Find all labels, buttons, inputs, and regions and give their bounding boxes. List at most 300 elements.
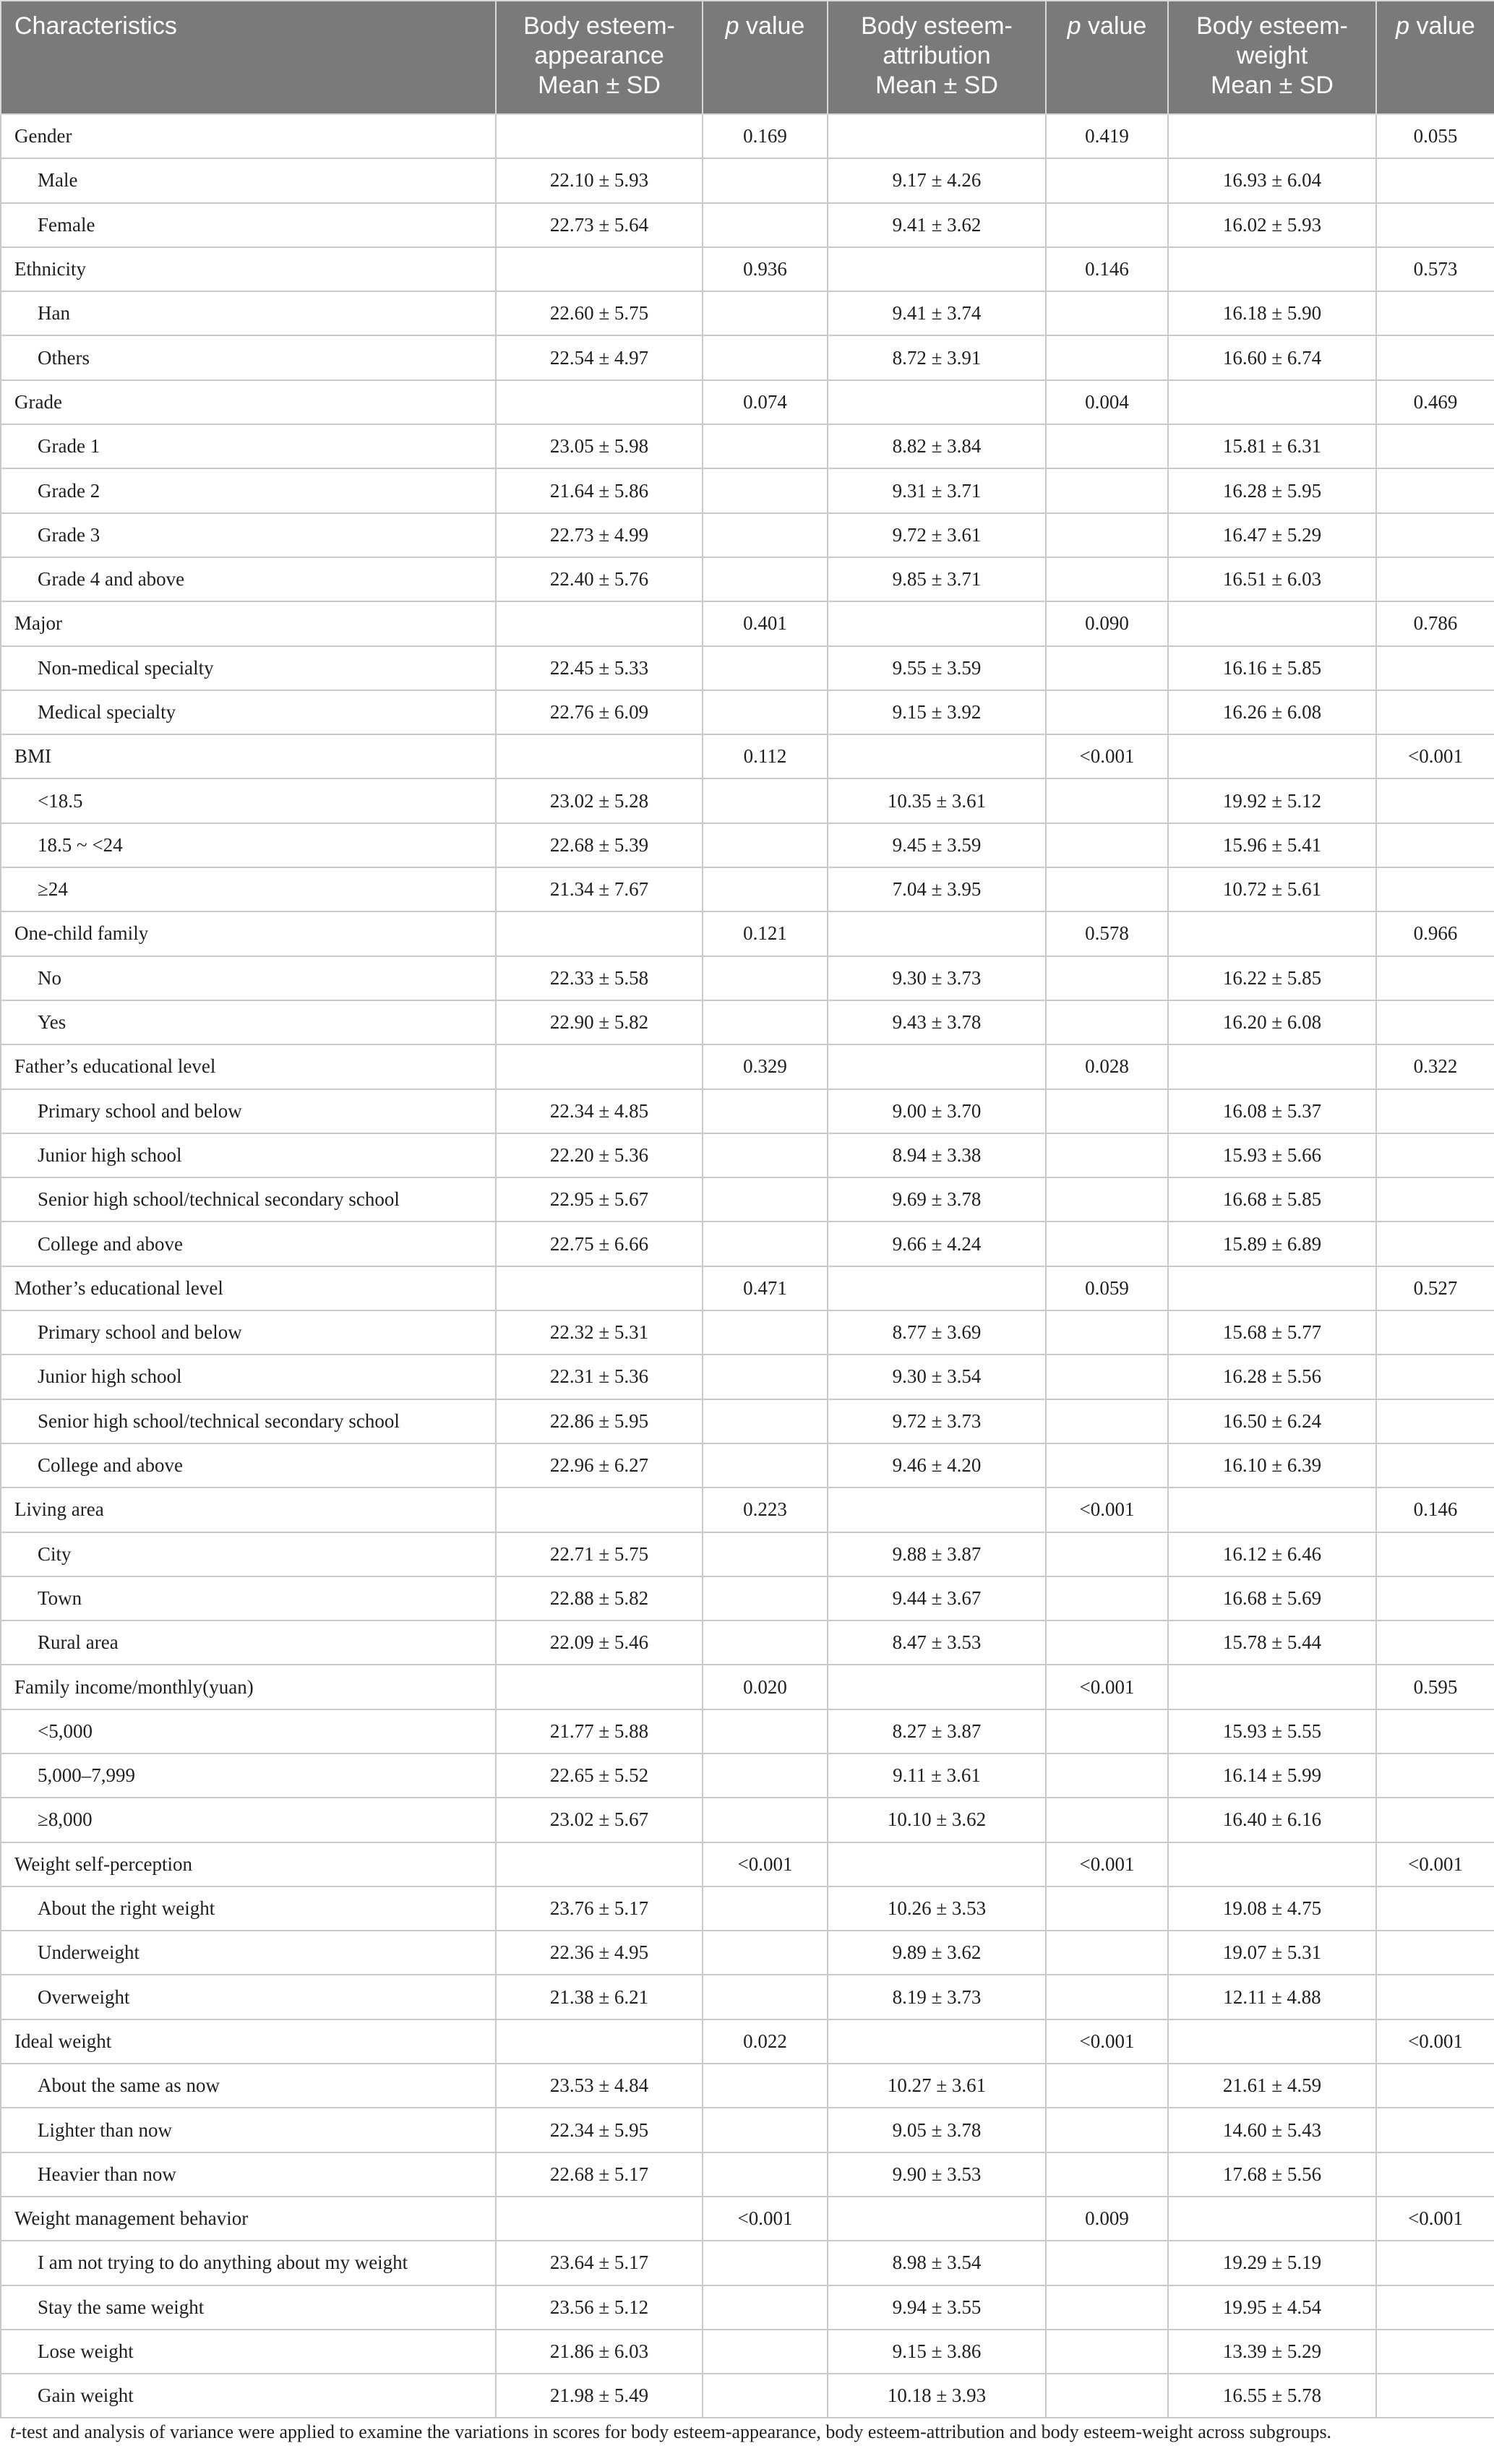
attribution-cell — [828, 1488, 1046, 1532]
appearance-mean-sd: 22.71 ± 5.75 — [496, 1532, 703, 1576]
table-header — [1, 1, 1494, 114]
p-value-appearance: 0.401 — [703, 601, 828, 645]
appearance-cell — [496, 114, 703, 158]
header-weight-line3: Mean ± SD — [1211, 72, 1334, 99]
p-value-appearance: 0.020 — [703, 1665, 828, 1709]
attribution-mean-sd: 9.15 ± 3.92 — [828, 690, 1046, 734]
p-value-weight — [1376, 1133, 1494, 1177]
subgroup-label: Male — [1, 158, 496, 202]
weight-mean-sd: 16.51 ± 6.03 — [1168, 557, 1376, 601]
appearance-mean-sd: 23.76 ± 5.17 — [496, 1886, 703, 1931]
weight-mean-sd: 19.08 ± 4.75 — [1168, 1886, 1376, 1931]
attribution-mean-sd: 9.89 ± 3.62 — [828, 1931, 1046, 1975]
p-value-weight — [1376, 2064, 1494, 2108]
table-row — [1, 424, 1494, 468]
subgroup-label: No — [1, 956, 496, 1000]
p-value-appearance — [703, 1931, 828, 1975]
p-value-appearance: 0.112 — [703, 734, 828, 778]
p-value-attribution — [1046, 1443, 1168, 1488]
attribution-mean-sd: 10.27 ± 3.61 — [828, 2064, 1046, 2108]
p-value-attribution — [1046, 1310, 1168, 1355]
weight-cell — [1168, 601, 1376, 645]
subgroup-label: Heavier than now — [1, 2152, 496, 2197]
weight-mean-sd: 15.78 ± 5.44 — [1168, 1621, 1376, 1665]
header-weight — [1168, 1, 1376, 114]
header-appearance-line1: Body esteem- — [523, 12, 675, 40]
p-value-attribution — [1046, 1621, 1168, 1665]
p-value-attribution — [1046, 956, 1168, 1000]
weight-cell — [1168, 114, 1376, 158]
group-row — [1, 734, 1494, 778]
p-symbol: p — [1396, 12, 1410, 40]
header-attribution-line2: attribution — [883, 42, 991, 69]
group-row — [1, 1842, 1494, 1886]
p-value-attribution — [1046, 1177, 1168, 1222]
header-appearance — [496, 1, 703, 114]
subgroup-label: I am not trying to do anything about my weight — [1, 2241, 496, 2285]
appearance-mean-sd: 22.65 ± 5.52 — [496, 1753, 703, 1798]
p-value-attribution — [1046, 823, 1168, 867]
subgroup-label: College and above — [1, 1222, 496, 1266]
group-label: Major — [1, 601, 496, 645]
attribution-cell — [828, 601, 1046, 645]
appearance-mean-sd: 22.73 ± 5.64 — [496, 203, 703, 247]
p-value-attribution: <0.001 — [1046, 1842, 1168, 1886]
weight-mean-sd: 16.55 ± 5.78 — [1168, 2374, 1376, 2418]
appearance-cell — [496, 1488, 703, 1532]
appearance-mean-sd: 22.90 ± 5.82 — [496, 1000, 703, 1044]
table-footnote — [10, 2421, 1485, 2443]
weight-mean-sd: 19.95 ± 4.54 — [1168, 2285, 1376, 2330]
p-value-appearance: 0.936 — [703, 247, 828, 291]
table-row — [1, 1000, 1494, 1044]
p-value-attribution: <0.001 — [1046, 1488, 1168, 1532]
appearance-mean-sd: 22.36 ± 4.95 — [496, 1931, 703, 1975]
weight-mean-sd: 15.81 ± 6.31 — [1168, 424, 1376, 468]
appearance-cell — [496, 1842, 703, 1886]
group-row — [1, 1488, 1494, 1532]
appearance-mean-sd: 22.10 ± 5.93 — [496, 158, 703, 202]
appearance-cell — [496, 911, 703, 956]
subgroup-label: <5,000 — [1, 1709, 496, 1753]
attribution-cell — [828, 1266, 1046, 1310]
p-value-attribution: 0.009 — [1046, 2197, 1168, 2241]
group-row — [1, 2019, 1494, 2064]
group-label: Gender — [1, 114, 496, 158]
p-value-attribution: 0.090 — [1046, 601, 1168, 645]
table-row — [1, 468, 1494, 512]
subgroup-label: Primary school and below — [1, 1089, 496, 1133]
weight-cell — [1168, 1488, 1376, 1532]
p-value-attribution — [1046, 1709, 1168, 1753]
header-weight-line1: Body esteem- — [1196, 12, 1348, 40]
p-value-attribution — [1046, 1798, 1168, 1842]
p-value-appearance — [703, 867, 828, 911]
attribution-mean-sd: 9.46 ± 4.20 — [828, 1443, 1046, 1488]
table-row — [1, 1399, 1494, 1443]
p-value-weight — [1376, 1798, 1494, 1842]
p-value-weight — [1376, 1621, 1494, 1665]
subgroup-label: Junior high school — [1, 1133, 496, 1177]
p-value-attribution — [1046, 424, 1168, 468]
p-value-weight — [1376, 468, 1494, 512]
p-value-attribution: 0.419 — [1046, 114, 1168, 158]
appearance-mean-sd: 22.68 ± 5.17 — [496, 2152, 703, 2197]
attribution-cell — [828, 380, 1046, 424]
p-value-weight — [1376, 646, 1494, 690]
p-value-attribution — [1046, 1576, 1168, 1621]
p-value-weight — [1376, 690, 1494, 734]
weight-cell — [1168, 247, 1376, 291]
appearance-mean-sd: 22.20 ± 5.36 — [496, 1133, 703, 1177]
table-row — [1, 1886, 1494, 1931]
weight-mean-sd: 19.29 ± 5.19 — [1168, 2241, 1376, 2285]
p-value-weight — [1376, 2108, 1494, 2152]
table-row — [1, 1576, 1494, 1621]
attribution-mean-sd: 9.15 ± 3.86 — [828, 2330, 1046, 2374]
attribution-mean-sd: 9.43 ± 3.78 — [828, 1000, 1046, 1044]
footnote-t: t — [10, 2421, 16, 2442]
p-value-weight — [1376, 2241, 1494, 2285]
p-value-text: value — [1081, 12, 1147, 40]
p-symbol: p — [1067, 12, 1081, 40]
weight-mean-sd: 16.02 ± 5.93 — [1168, 203, 1376, 247]
p-value-weight — [1376, 1576, 1494, 1621]
group-label: Ideal weight — [1, 2019, 496, 2064]
p-value-attribution: <0.001 — [1046, 734, 1168, 778]
p-value-attribution — [1046, 1753, 1168, 1798]
subgroup-label: 5,000–7,999 — [1, 1753, 496, 1798]
p-value-appearance — [703, 2064, 828, 2108]
p-value-attribution: 0.028 — [1046, 1044, 1168, 1089]
weight-mean-sd: 16.20 ± 6.08 — [1168, 1000, 1376, 1044]
p-value-weight — [1376, 1310, 1494, 1355]
appearance-mean-sd: 22.54 ± 4.97 — [496, 335, 703, 379]
p-value-attribution: 0.578 — [1046, 911, 1168, 956]
p-value-appearance — [703, 956, 828, 1000]
p-value-weight — [1376, 557, 1494, 601]
p-value-appearance — [703, 1177, 828, 1222]
attribution-mean-sd: 10.35 ± 3.61 — [828, 778, 1046, 823]
attribution-mean-sd: 10.26 ± 3.53 — [828, 1886, 1046, 1931]
table-row — [1, 1532, 1494, 1576]
attribution-mean-sd: 9.88 ± 3.87 — [828, 1532, 1046, 1576]
attribution-cell — [828, 1842, 1046, 1886]
p-value-weight — [1376, 1089, 1494, 1133]
subgroup-label: College and above — [1, 1443, 496, 1488]
p-value-weight: 0.966 — [1376, 911, 1494, 956]
p-value-appearance — [703, 2374, 828, 2418]
p-value-appearance: 0.121 — [703, 911, 828, 956]
subgroup-label: ≥8,000 — [1, 1798, 496, 1842]
p-value-attribution: 0.004 — [1046, 380, 1168, 424]
p-value-weight: 0.527 — [1376, 1266, 1494, 1310]
p-value-appearance — [703, 1975, 828, 2019]
appearance-mean-sd: 21.77 ± 5.88 — [496, 1709, 703, 1753]
weight-mean-sd: 16.14 ± 5.99 — [1168, 1753, 1376, 1798]
attribution-cell — [828, 1044, 1046, 1089]
subgroup-label: Others — [1, 335, 496, 379]
group-label: Weight management behavior — [1, 2197, 496, 2241]
subgroup-label: 18.5 ~ <24 — [1, 823, 496, 867]
p-value-appearance — [703, 1355, 828, 1399]
p-value-weight — [1376, 291, 1494, 335]
p-value-appearance — [703, 513, 828, 557]
subgroup-label: Junior high school — [1, 1355, 496, 1399]
weight-mean-sd: 15.68 ± 5.77 — [1168, 1310, 1376, 1355]
p-value-weight — [1376, 1931, 1494, 1975]
appearance-cell — [496, 1044, 703, 1089]
p-value-weight — [1376, 513, 1494, 557]
attribution-mean-sd: 9.41 ± 3.74 — [828, 291, 1046, 335]
header-p-value-appearance — [703, 1, 828, 114]
appearance-cell — [496, 601, 703, 645]
p-value-appearance — [703, 1000, 828, 1044]
p-value-weight — [1376, 2152, 1494, 2197]
table-row — [1, 1443, 1494, 1488]
p-value-attribution — [1046, 1399, 1168, 1443]
table-row — [1, 2152, 1494, 2197]
p-value-appearance — [703, 1310, 828, 1355]
appearance-mean-sd: 22.45 ± 5.33 — [496, 646, 703, 690]
weight-mean-sd: 10.72 ± 5.61 — [1168, 867, 1376, 911]
table-row — [1, 1310, 1494, 1355]
p-value-weight — [1376, 2330, 1494, 2374]
p-value-appearance — [703, 2152, 828, 2197]
appearance-mean-sd: 21.38 ± 6.21 — [496, 1975, 703, 2019]
attribution-mean-sd: 9.44 ± 3.67 — [828, 1576, 1046, 1621]
p-value-weight — [1376, 1399, 1494, 1443]
p-value-attribution: 0.146 — [1046, 247, 1168, 291]
weight-mean-sd: 15.93 ± 5.55 — [1168, 1709, 1376, 1753]
p-value-weight: <0.001 — [1376, 2019, 1494, 2064]
p-value-text: value — [1409, 12, 1475, 40]
subgroup-label: Stay the same weight — [1, 2285, 496, 2330]
p-value-attribution — [1046, 1532, 1168, 1576]
p-value-appearance — [703, 468, 828, 512]
p-value-attribution — [1046, 1355, 1168, 1399]
weight-mean-sd: 15.96 ± 5.41 — [1168, 823, 1376, 867]
p-value-appearance: 0.223 — [703, 1488, 828, 1532]
p-value-weight — [1376, 1532, 1494, 1576]
attribution-cell — [828, 911, 1046, 956]
p-value-attribution: <0.001 — [1046, 1665, 1168, 1709]
table-row — [1, 203, 1494, 247]
p-value-attribution — [1046, 2064, 1168, 2108]
p-value-weight: 0.786 — [1376, 601, 1494, 645]
p-value-attribution — [1046, 291, 1168, 335]
p-symbol: p — [725, 12, 739, 40]
header-attribution-line3: Mean ± SD — [875, 72, 998, 99]
appearance-cell — [496, 2197, 703, 2241]
subgroup-label: Gain weight — [1, 2374, 496, 2418]
header-attribution-line1: Body esteem- — [861, 12, 1013, 40]
table-row — [1, 1709, 1494, 1753]
p-value-appearance — [703, 690, 828, 734]
attribution-mean-sd: 9.05 ± 3.78 — [828, 2108, 1046, 2152]
p-value-weight — [1376, 2285, 1494, 2330]
weight-cell — [1168, 1842, 1376, 1886]
table-row — [1, 2285, 1494, 2330]
p-value-weight — [1376, 158, 1494, 202]
subgroup-label: Lighter than now — [1, 2108, 496, 2152]
appearance-mean-sd: 23.53 ± 4.84 — [496, 2064, 703, 2108]
group-row — [1, 2197, 1494, 2241]
p-value-weight — [1376, 335, 1494, 379]
subgroup-label: About the right weight — [1, 1886, 496, 1931]
attribution-mean-sd: 8.77 ± 3.69 — [828, 1310, 1046, 1355]
weight-mean-sd: 15.89 ± 6.89 — [1168, 1222, 1376, 1266]
weight-mean-sd: 19.92 ± 5.12 — [1168, 778, 1376, 823]
group-label: Living area — [1, 1488, 496, 1532]
table-row — [1, 1089, 1494, 1133]
header-p-value-weight — [1376, 1, 1494, 114]
group-label: Family income/monthly(yuan) — [1, 1665, 496, 1709]
weight-mean-sd: 16.10 ± 6.39 — [1168, 1443, 1376, 1488]
p-value-attribution — [1046, 1089, 1168, 1133]
appearance-mean-sd: 21.86 ± 6.03 — [496, 2330, 703, 2374]
appearance-mean-sd: 22.33 ± 5.58 — [496, 956, 703, 1000]
subgroup-label: Grade 1 — [1, 424, 496, 468]
header-attribution — [828, 1, 1046, 114]
p-value-appearance: 0.329 — [703, 1044, 828, 1089]
group-row — [1, 247, 1494, 291]
p-value-appearance — [703, 291, 828, 335]
weight-mean-sd: 12.11 ± 4.88 — [1168, 1975, 1376, 2019]
p-value-attribution — [1046, 2285, 1168, 2330]
p-value-attribution — [1046, 690, 1168, 734]
p-value-appearance — [703, 2285, 828, 2330]
subgroup-label: Female — [1, 203, 496, 247]
attribution-mean-sd: 9.11 ± 3.61 — [828, 1753, 1046, 1798]
subgroup-label: Medical specialty — [1, 690, 496, 734]
attribution-cell — [828, 247, 1046, 291]
table-row — [1, 291, 1494, 335]
table-row — [1, 1975, 1494, 2019]
table-row — [1, 646, 1494, 690]
p-value-attribution — [1046, 1222, 1168, 1266]
subgroup-label: About the same as now — [1, 2064, 496, 2108]
subgroup-label: Senior high school/technical secondary school — [1, 1177, 496, 1222]
p-value-attribution — [1046, 1886, 1168, 1931]
p-value-appearance — [703, 557, 828, 601]
p-value-weight — [1376, 203, 1494, 247]
table-row — [1, 1798, 1494, 1842]
p-value-text: value — [739, 12, 805, 40]
p-value-weight — [1376, 1177, 1494, 1222]
group-row — [1, 380, 1494, 424]
weight-cell — [1168, 911, 1376, 956]
appearance-mean-sd: 22.73 ± 4.99 — [496, 513, 703, 557]
appearance-mean-sd: 21.34 ± 7.67 — [496, 867, 703, 911]
group-label: Mother’s educational level — [1, 1266, 496, 1310]
p-value-weight — [1376, 1753, 1494, 1798]
p-value-appearance — [703, 335, 828, 379]
p-value-appearance — [703, 2108, 828, 2152]
weight-mean-sd: 16.68 ± 5.69 — [1168, 1576, 1376, 1621]
p-value-appearance — [703, 158, 828, 202]
p-value-appearance — [703, 1443, 828, 1488]
p-value-appearance — [703, 823, 828, 867]
header-characteristics: Characteristics — [1, 1, 496, 114]
table-row — [1, 2241, 1494, 2285]
p-value-attribution — [1046, 1000, 1168, 1044]
weight-mean-sd: 13.39 ± 5.29 — [1168, 2330, 1376, 2374]
appearance-mean-sd: 23.05 ± 5.98 — [496, 424, 703, 468]
table-row — [1, 1177, 1494, 1222]
attribution-mean-sd: 8.72 ± 3.91 — [828, 335, 1046, 379]
p-value-attribution — [1046, 1133, 1168, 1177]
table-row — [1, 867, 1494, 911]
attribution-mean-sd: 9.31 ± 3.71 — [828, 468, 1046, 512]
subgroup-label: ≥24 — [1, 867, 496, 911]
weight-mean-sd: 16.60 ± 6.74 — [1168, 335, 1376, 379]
p-value-appearance: 0.471 — [703, 1266, 828, 1310]
attribution-mean-sd: 9.66 ± 4.24 — [828, 1222, 1046, 1266]
weight-mean-sd: 15.93 ± 5.66 — [1168, 1133, 1376, 1177]
attribution-mean-sd: 9.30 ± 3.73 — [828, 956, 1046, 1000]
p-value-attribution — [1046, 2108, 1168, 2152]
p-value-weight: 0.595 — [1376, 1665, 1494, 1709]
table-row — [1, 1621, 1494, 1665]
weight-mean-sd: 17.68 ± 5.56 — [1168, 2152, 1376, 2197]
appearance-mean-sd: 21.98 ± 5.49 — [496, 2374, 703, 2418]
subgroup-label: Lose weight — [1, 2330, 496, 2374]
p-value-appearance — [703, 424, 828, 468]
p-value-attribution — [1046, 646, 1168, 690]
attribution-mean-sd: 9.17 ± 4.26 — [828, 158, 1046, 202]
p-value-appearance — [703, 1222, 828, 1266]
p-value-weight — [1376, 1975, 1494, 2019]
attribution-mean-sd: 10.10 ± 3.62 — [828, 1798, 1046, 1842]
attribution-mean-sd: 9.85 ± 3.71 — [828, 557, 1046, 601]
weight-mean-sd: 16.28 ± 5.95 — [1168, 468, 1376, 512]
table-row — [1, 2108, 1494, 2152]
appearance-mean-sd: 22.34 ± 5.95 — [496, 2108, 703, 2152]
p-value-weight — [1376, 1886, 1494, 1931]
attribution-cell — [828, 734, 1046, 778]
p-value-appearance — [703, 1753, 828, 1798]
p-value-weight: 0.146 — [1376, 1488, 1494, 1532]
attribution-mean-sd: 9.00 ± 3.70 — [828, 1089, 1046, 1133]
p-value-attribution — [1046, 513, 1168, 557]
attribution-mean-sd: 9.69 ± 3.78 — [828, 1177, 1046, 1222]
p-value-weight: 0.469 — [1376, 380, 1494, 424]
weight-mean-sd: 16.68 ± 5.85 — [1168, 1177, 1376, 1222]
weight-mean-sd: 19.07 ± 5.31 — [1168, 1931, 1376, 1975]
weight-cell — [1168, 1266, 1376, 1310]
attribution-mean-sd: 9.72 ± 3.61 — [828, 513, 1046, 557]
attribution-mean-sd: 9.45 ± 3.59 — [828, 823, 1046, 867]
attribution-mean-sd: 7.04 ± 3.95 — [828, 867, 1046, 911]
appearance-mean-sd: 22.88 ± 5.82 — [496, 1576, 703, 1621]
group-label: Father’s educational level — [1, 1044, 496, 1089]
weight-mean-sd: 14.60 ± 5.43 — [1168, 2108, 1376, 2152]
weight-mean-sd: 16.26 ± 6.08 — [1168, 690, 1376, 734]
p-value-appearance — [703, 1532, 828, 1576]
appearance-mean-sd: 22.40 ± 5.76 — [496, 557, 703, 601]
table-row — [1, 1355, 1494, 1399]
attribution-mean-sd: 9.72 ± 3.73 — [828, 1399, 1046, 1443]
p-value-attribution — [1046, 2152, 1168, 2197]
p-value-appearance: 0.169 — [703, 114, 828, 158]
p-value-appearance — [703, 1621, 828, 1665]
p-value-weight — [1376, 823, 1494, 867]
weight-mean-sd: 16.08 ± 5.37 — [1168, 1089, 1376, 1133]
table-row — [1, 1133, 1494, 1177]
appearance-mean-sd: 22.34 ± 4.85 — [496, 1089, 703, 1133]
appearance-mean-sd: 22.75 ± 6.66 — [496, 1222, 703, 1266]
